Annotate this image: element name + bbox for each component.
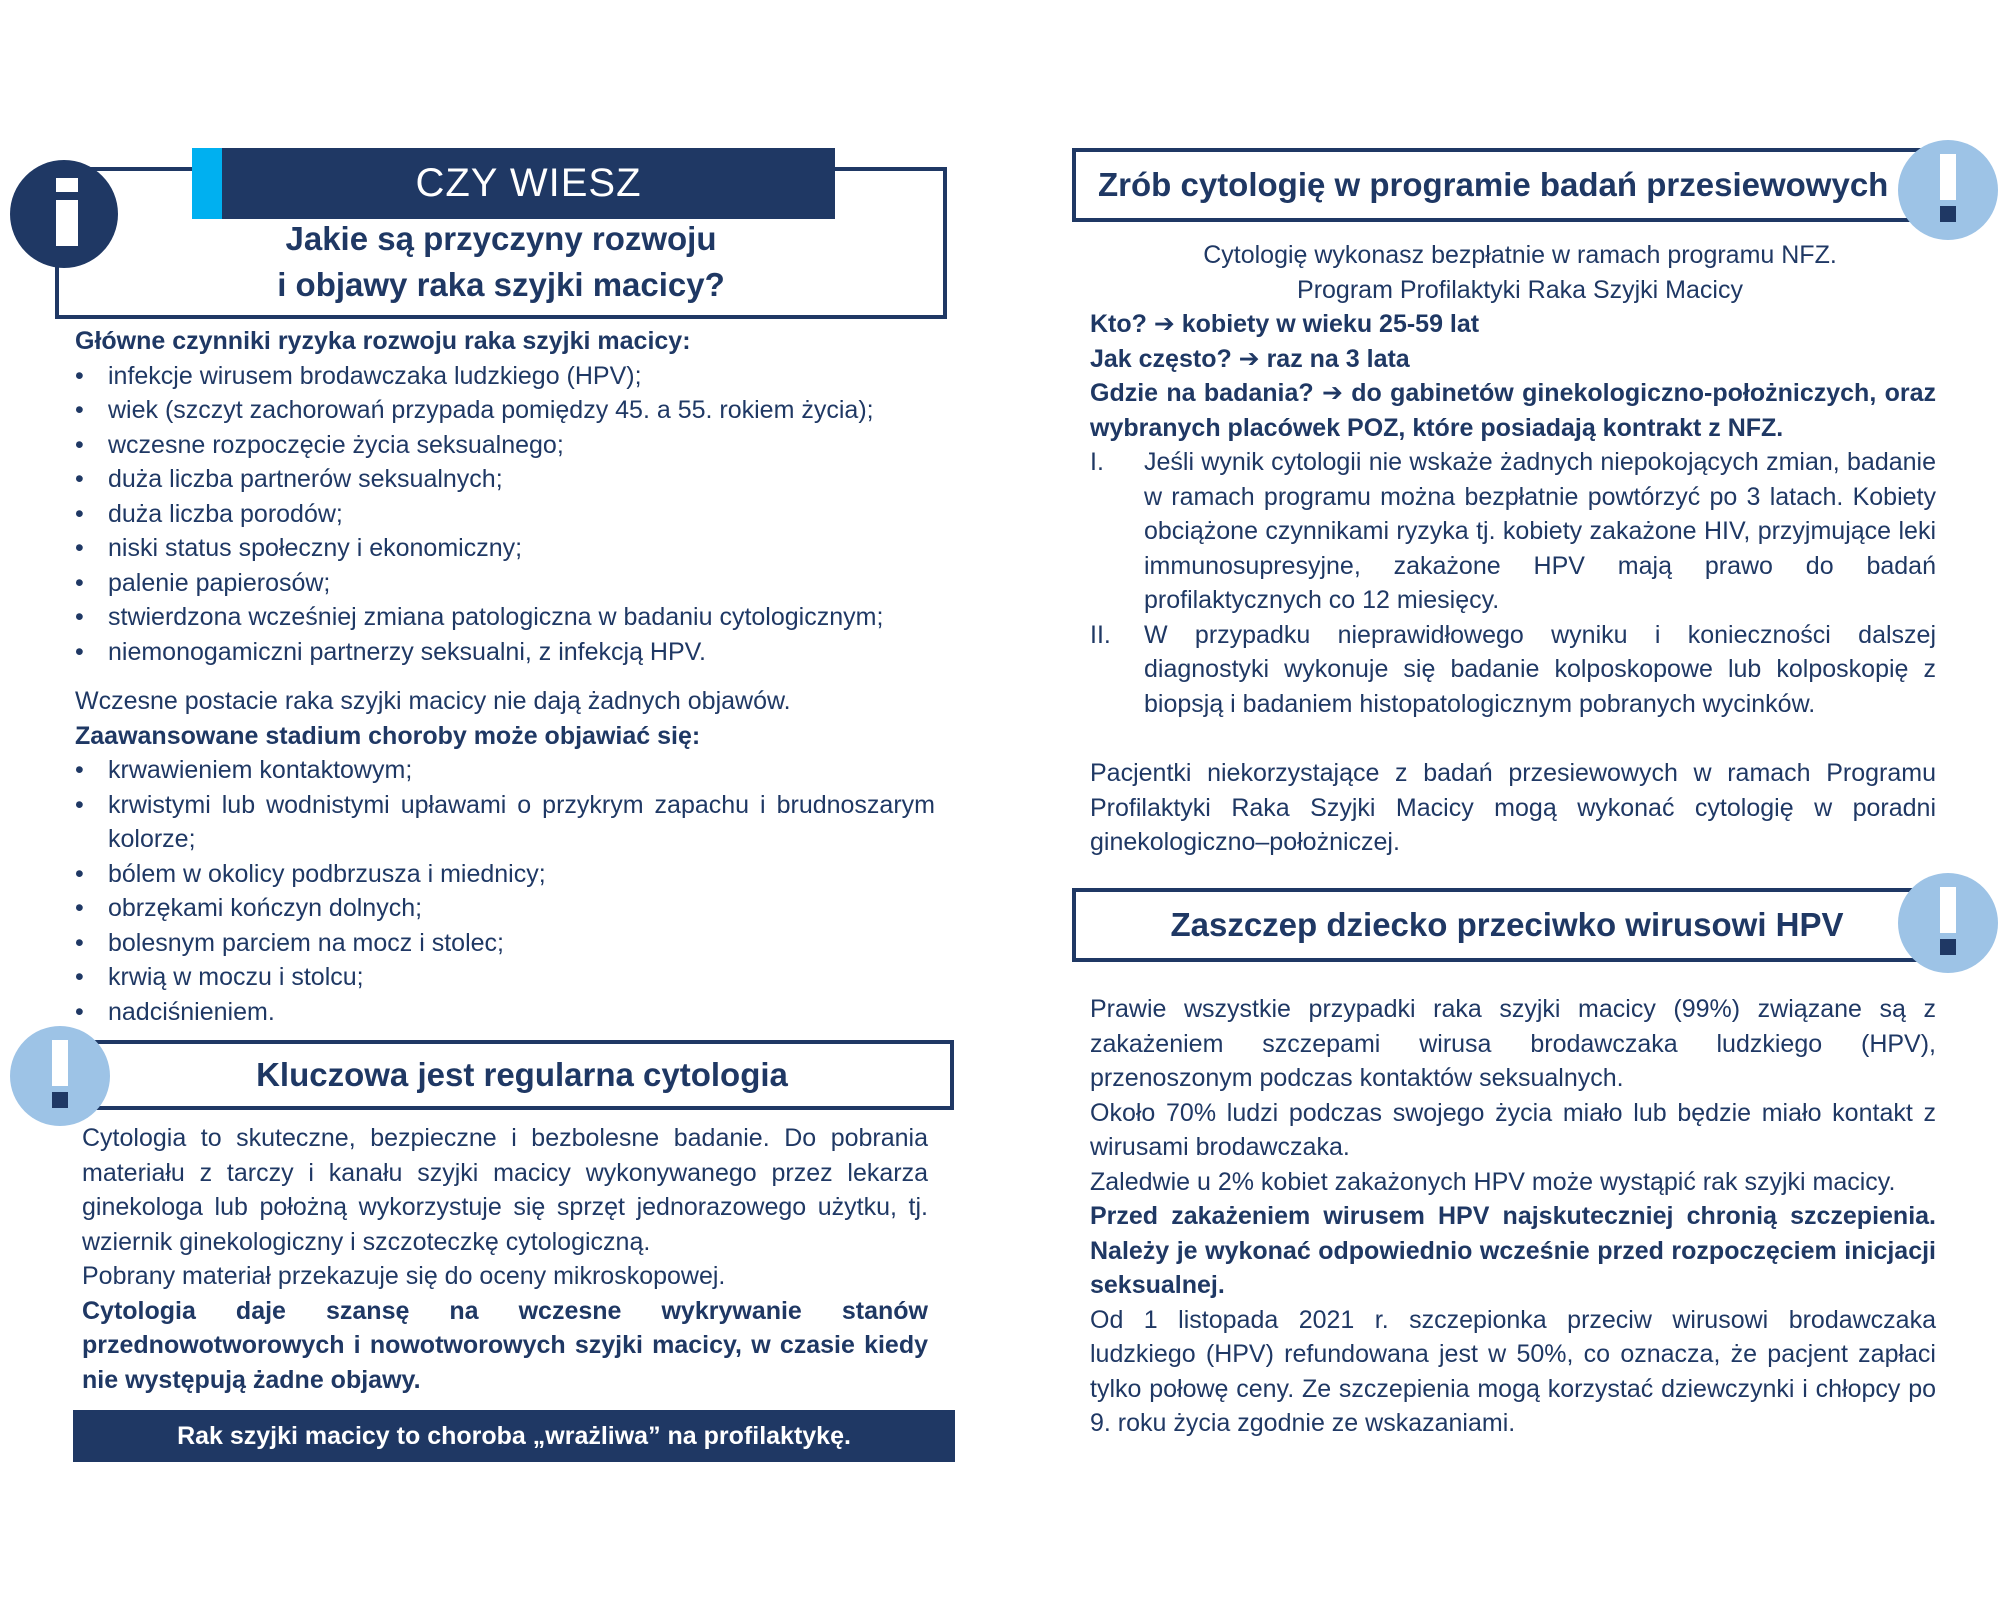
exclamation-icon	[1898, 140, 1998, 240]
advanced-heading: Zaawansowane stadium choroby może objawiać się:	[75, 721, 701, 750]
intro-line-1: Cytologię wykonasz bezpłatnie w ramach programu NFZ.	[1203, 241, 1837, 269]
list-item: • duża liczba partnerów seksualnych;	[75, 462, 935, 497]
list-number: II.	[1090, 620, 1111, 649]
exclamation-bar	[1940, 887, 1956, 933]
list-item: • nadciśnieniem.	[75, 995, 935, 1030]
info-icon	[10, 160, 118, 268]
list-item: • obrzękami kończyn dolnych;	[75, 891, 935, 926]
list-item: • krwią w moczu i stolcu;	[75, 960, 935, 995]
list-text: W przypadku nieprawidłowego wyniku i konieczności dalszej diagnostyki wykonuje się badanie kolposkopowe lub kolposkopię z biopsją i badaniem histopatologicznym pobranych wycinków.	[1144, 620, 1936, 718]
list-item: • krwistymi lub wodnistymi upławami o przykrym zapachu i brudnoszarym kolorze;	[75, 788, 935, 857]
list-item: • stwierdzona wcześniej zmiana patologiczna w badaniu cytologicznym;	[75, 600, 935, 635]
exclamation-bar	[52, 1040, 68, 1086]
risk-heading: Główne czynniki ryzyka rozwoju raka szyjki macicy:	[75, 327, 691, 355]
czy-wiesz-question	[55, 216, 947, 308]
hpv-paragraph: Od 1 listopada 2021 r. szczepionka przeciw wirusowi brodawczaka ludzkiego (HPV) refundowana jest w 50%, co oznacza, że pacjent zapłaci tylko połowę ceny. Ze szczepienia mogą korzystać dziewczynki i chłopcy po 9. roku życia zgodnie ze wskazaniami.	[1090, 1305, 1936, 1437]
info-icon-stem	[56, 200, 78, 246]
cytology-title: Kluczowa jest regularna cytologia	[256, 1056, 788, 1093]
list-item: • bólem w okolicy podbrzusza i miednicy;	[75, 857, 935, 892]
list-item: • infekcje wirusem brodawczaka ludzkiego (HPV);	[75, 359, 935, 394]
symptoms-section	[75, 684, 935, 1029]
hpv-emphasis: Przed zakażeniem wirusem HPV najskuteczniej chronią szczepienia. Należy je wykonać odpowiednio wcześnie przed rozpoczęciem inicjacji seksualnej.	[1090, 1202, 1936, 1299]
list-item: • niski status społeczny i ekonomiczny;	[75, 531, 935, 566]
screening-details	[1090, 307, 1936, 721]
list-item: • wiek (szczyt zachorowań przypada pomiędzy 45. a 55. rokiem życia);	[75, 393, 935, 428]
hpv-title: Zaszczep dziecko przeciwko wirusowi HPV	[1170, 906, 1844, 943]
cytology-section	[82, 1121, 928, 1397]
list-item: • niemonogamiczni partnerzy seksualni, z infekcją HPV.	[75, 635, 935, 670]
hpv-section	[1090, 992, 1936, 1441]
exclamation-dot	[52, 1092, 68, 1108]
exclamation-icon	[10, 1026, 110, 1126]
list-item: • krwawieniem kontaktowym;	[75, 753, 935, 788]
czy-wiesz-title: CZY WIESZ	[415, 161, 642, 205]
list-item: • bolesnym parciem na mocz i stolec;	[75, 926, 935, 961]
screening-intro	[1090, 238, 1950, 307]
list-number: I.	[1090, 448, 1104, 476]
hpv-paragraph: Zaledwie u 2% kobiet zakażonych HPV może wystąpić rak szyjki macicy.	[1090, 1167, 1896, 1196]
cytology-emphasis: Cytologia daje szansę na wczesne wykrywanie stanów przednowotworowych i nowotworowych szyjki macicy, w czasie kiedy nie występują żadne objawy.	[82, 1296, 928, 1394]
who-line: Kto? ➔ kobiety w wieku 25-59 lat	[1090, 310, 1480, 338]
how-often-line: Jak często? ➔ raz na 3 lata	[1090, 344, 1410, 373]
screening-title: Zrób cytologię w programie badań przesiewowych	[1098, 166, 1889, 203]
list-item	[1090, 445, 1936, 618]
list-item: • palenie papierosów;	[75, 566, 935, 601]
risk-factors-section	[75, 324, 935, 669]
list-item: • duża liczba porodów;	[75, 497, 935, 532]
exclamation-dot	[1940, 939, 1956, 955]
exclamation-dot	[1940, 206, 1956, 222]
cytology-paragraph: Pobrany materiał przekazuje się do oceny mikroskopowej.	[82, 1262, 726, 1290]
hpv-paragraph: Prawie wszystkie przypadki raka szyjki macicy (99%) związane są z zakażeniem szczepami wirusa brodawczaka ludzkiego (HPV), przenoszonym podczas kontaktów seksualnych.	[1090, 995, 1936, 1092]
symptom-list	[75, 753, 935, 1029]
screening-note: Pacjentki niekorzystające z badań przesiewowych w ramach Programu Profilaktyki Raka Szyjki Macicy mogą wykonać cytologię w poradni ginekologiczno–położniczej.	[1090, 759, 1936, 856]
footer-banner: Rak szyjki macicy to choroba „wrażliwa” na profilaktykę.	[73, 1410, 955, 1462]
early-stage-text: Wczesne postacie raka szyjki macicy nie dają żadnych objawów.	[75, 687, 791, 715]
intro-line-2: Program Profilaktyki Raka Szyjki Macicy	[1297, 275, 1743, 304]
risk-list	[75, 359, 935, 670]
list-item	[1090, 618, 1936, 722]
banner-accent-bar	[192, 148, 222, 219]
list-text: Jeśli wynik cytologii nie wskaże żadnych niepokojących zmian, badanie w ramach programu można bezpłatnie powtórzyć po 3 latach. Kobiety obciążone czynnikami ryzyka tj. kobiety zakażone HIV, przyjmujące leki immunosupresyjne, zakażone HPV mają prawo do badań profilaktycznych co 12 miesięcy.	[1144, 448, 1936, 614]
screening-list	[1090, 445, 1936, 721]
cytology-paragraph: Cytologia to skuteczne, bezpieczne i bezbolesne badanie. Do pobrania materiału z tarczy i kanału szyjki macicy wykonywanego przez lekarza ginekologa lub położną wykorzystuje się sprzęt jednorazowego użytku, tj. wziernik ginekologiczny i szczoteczkę cytologiczną.	[82, 1124, 928, 1256]
question-line-1: Jakie są przyczyny rozwoju	[285, 220, 717, 257]
where-line: Gdzie na badania? ➔ do gabinetów ginekologiczno-położniczych, oraz wybranych placówek POZ, które posiadają kontrakt z NFZ.	[1090, 379, 1936, 442]
exclamation-bar	[1940, 154, 1956, 200]
exclamation-icon	[1898, 873, 1998, 973]
question-line-2: i objawy raka szyjki macicy?	[277, 266, 725, 303]
info-icon-dot	[56, 178, 78, 192]
left-column	[0, 0, 980, 1600]
hpv-paragraph: Około 70% ludzi podczas swojego życia miało lub będzie miało kontakt z wirusami brodawczaka.	[1090, 1098, 1936, 1161]
list-item: • wczesne rozpoczęcie życia seksualnego;	[75, 428, 935, 463]
